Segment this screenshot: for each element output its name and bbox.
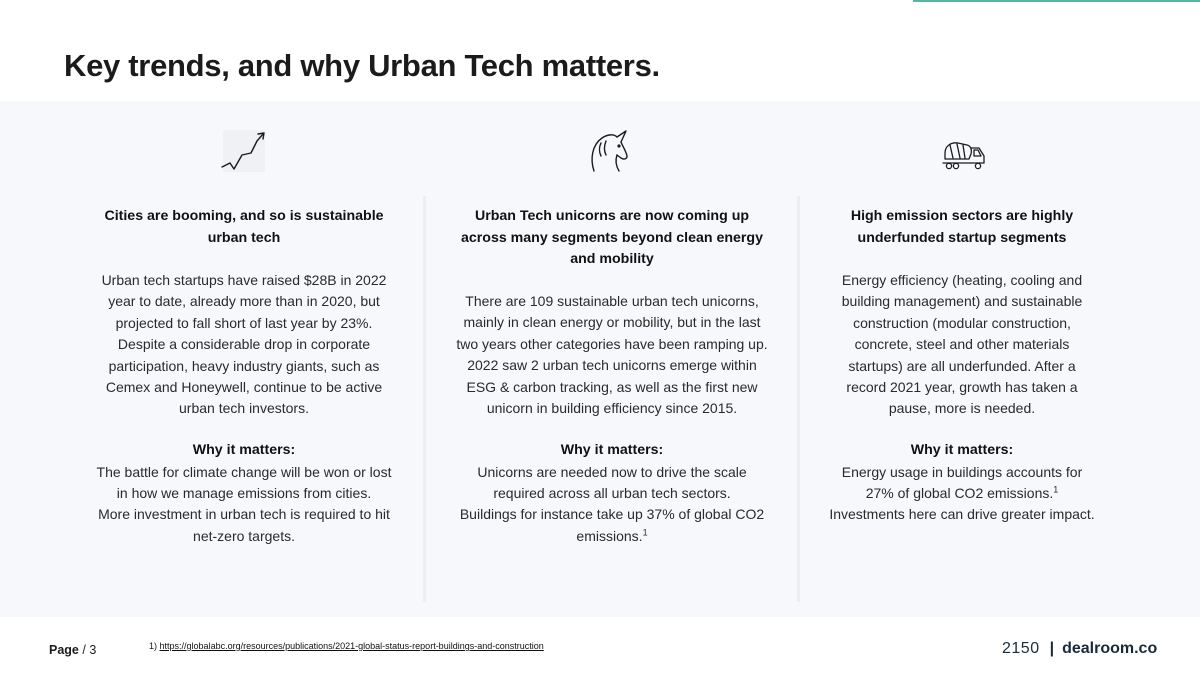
body-line: projected to fall short of last year by 23%. — [115, 314, 373, 331]
brand-separator: | — [1049, 640, 1055, 657]
body-line: 2022 saw 2 urban tech unicorns emerge within — [467, 357, 757, 374]
why-line: required across all urban tech sectors. — [493, 484, 731, 501]
trend-column-cities — [64, 101, 424, 617]
brand-2150: 2150 — [1002, 640, 1040, 657]
why-line: Energy usage in buildings accounts for — [841, 463, 1083, 480]
why-line: in how we manage emissions from cities. — [116, 484, 372, 501]
why-line: 27% of global CO2 emissions. — [865, 484, 1054, 501]
page-indicator — [49, 643, 96, 657]
why-label: Why it matters: — [560, 442, 664, 458]
body-line: Despite a considerable drop in corporate — [117, 336, 371, 353]
body-line: participation, heavy industry giants, such as — [108, 357, 380, 374]
why-line: Buildings for instance take up 37% of global CO2 — [459, 506, 765, 523]
body-line: There are 109 sustainable urban tech unicorns, — [465, 293, 759, 309]
body-line: record 2021 year, growth has taken a — [846, 379, 1078, 396]
column-title-line: Cities are booming, and so is sustainable — [104, 208, 384, 224]
body-line: construction (modular construction, — [853, 314, 1071, 331]
body-line: year to date, already more than in 2020, but — [108, 293, 380, 310]
why-line: More investment in urban tech is required to hit — [98, 506, 390, 523]
why-it-matters — [800, 440, 1124, 526]
body-line: mainly in clean energy or mobility, but in the last — [463, 314, 761, 331]
page-number: / 3 — [82, 643, 97, 657]
footnote-number: 1) — [149, 641, 158, 651]
column-title — [800, 206, 1124, 249]
footnote-ref: 1 — [1053, 484, 1059, 495]
why-line: Investments here can drive greater impact. — [829, 506, 1095, 523]
column-title-line: and mobility — [570, 251, 654, 267]
trends-panel — [0, 101, 1200, 617]
body-line: concrete, steel and other materials — [854, 336, 1070, 353]
unicorn-icon — [586, 129, 632, 175]
brand-logo — [1002, 640, 1157, 658]
column-description — [64, 270, 424, 420]
column-title — [64, 206, 424, 249]
why-it-matters — [64, 440, 424, 547]
column-title-line: underfunded startup segments — [857, 229, 1067, 246]
column-description — [426, 291, 798, 419]
column-title-line: urban tech — [207, 229, 281, 246]
footnote-link[interactable]: https://globalabc.org/resources/publications/2021-global-status-report-buildings-and-construction — [159, 641, 544, 651]
body-line: building management) and sustainable — [841, 293, 1083, 310]
body-line: two years other categories have been ramping up. — [456, 335, 768, 352]
body-line: startups) are all underfunded. After a — [848, 357, 1076, 374]
body-line: Cemex and Honeywell, continue to be active — [105, 379, 383, 396]
column-title-line: Urban Tech unicorns are now coming up — [474, 208, 750, 224]
body-line: pause, more is needed. — [888, 400, 1036, 417]
trend-up-icon — [221, 129, 267, 175]
body-line: unicorn in building efficiency since 2015. — [486, 400, 738, 417]
body-line: urban tech investors. — [179, 400, 309, 417]
footnote-ref: 1 — [642, 527, 648, 538]
why-label: Why it matters: — [910, 442, 1014, 458]
page-label: Page — [49, 643, 79, 657]
body-line: ESG & carbon tracking, as well as the first new — [466, 378, 758, 395]
body-line: Urban tech startups have raised $28B in 2022 — [101, 272, 387, 288]
why-line: emissions. — [576, 527, 643, 544]
body-line: Energy efficiency (heating, cooling and — [841, 272, 1083, 288]
why-it-matters — [426, 440, 798, 547]
column-title — [426, 206, 798, 271]
why-line: Unicorns are needed now to drive the scale — [477, 463, 747, 480]
column-description — [800, 270, 1124, 420]
top-accent-bar — [913, 0, 1200, 2]
brand-dealroom: dealroom.co — [1062, 640, 1158, 657]
page-title: Key trends, and why Urban Tech matters. — [64, 48, 660, 83]
trend-column-emissions — [800, 101, 1124, 617]
column-title-line: across many segments beyond clean energy — [460, 229, 763, 246]
cement-truck-icon — [941, 129, 987, 175]
why-line: net-zero targets. — [193, 527, 295, 544]
column-title-line: High emission sectors are highly — [850, 208, 1074, 224]
why-line: The battle for climate change will be won or lost — [96, 463, 392, 480]
why-label: Why it matters: — [192, 442, 296, 458]
footnote — [149, 641, 544, 651]
trend-column-unicorns — [426, 101, 798, 617]
